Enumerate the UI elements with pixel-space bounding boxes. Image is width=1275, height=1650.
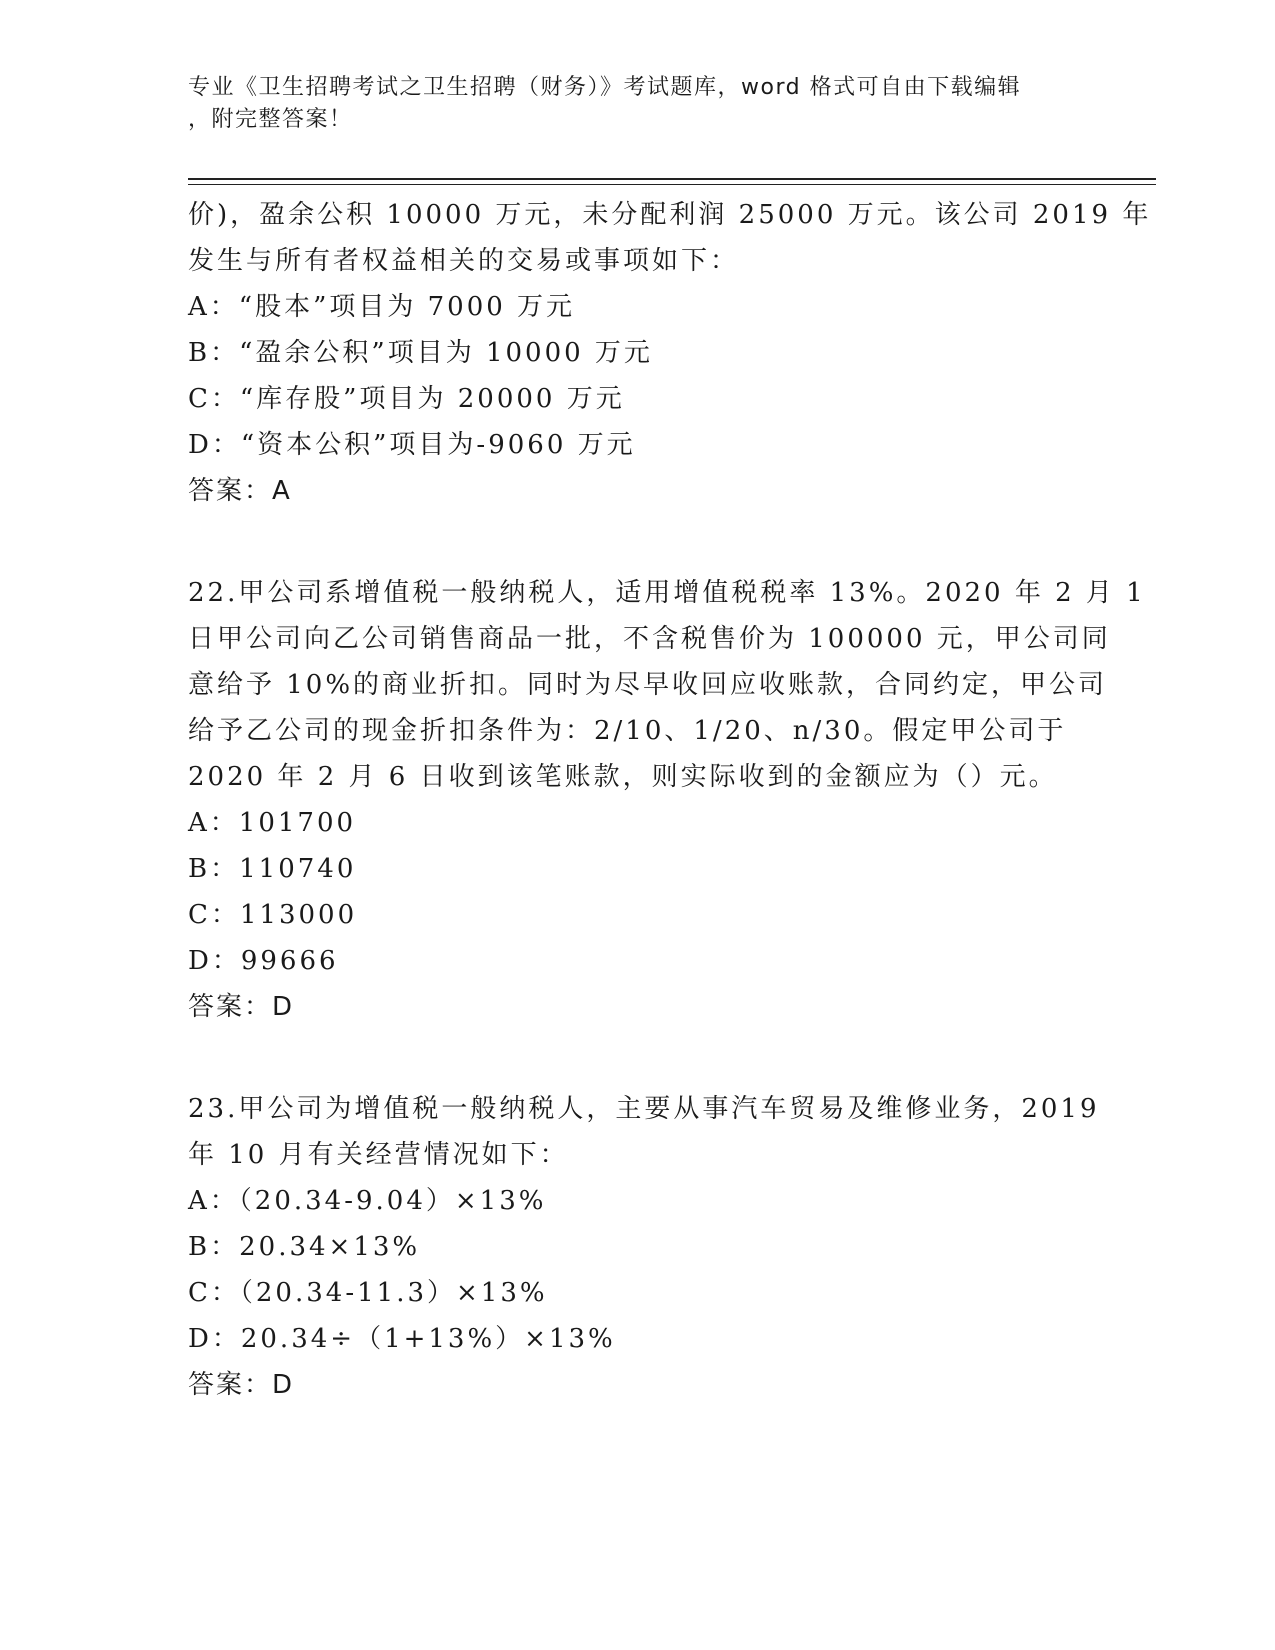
answer-line: 答案：A <box>188 476 292 506</box>
question-stem-line: 发生与所有者权益相关的交易或事项如下： <box>188 246 740 276</box>
option-d: D：20.34÷（1+13%）×13% <box>188 1324 616 1354</box>
question-stem-line: 年 10 月有关经营情况如下： <box>188 1140 569 1170</box>
option-c: C：（20.34-11.3）×13% <box>188 1278 548 1308</box>
answer-line: 答案：D <box>188 992 295 1022</box>
question-content <box>188 192 1152 1408</box>
option-b: B：“盈余公积”项目为 10000 万元 <box>188 338 653 368</box>
question-stem-line: 日甲公司向乙公司销售商品一批，不含税售价为 100000 元，甲公司同 <box>188 624 1111 654</box>
option-b: B：110740 <box>188 854 357 884</box>
question-stem-line: 2020 年 2 月 6 日收到该笔账款，则实际收到的金额应为（）元。 <box>188 762 1058 792</box>
option-c: C：113000 <box>188 900 358 930</box>
header-line-1: 专业《卫生招聘考试之卫生招聘（财务）》考试题库，word 格式可自由下载编辑 <box>188 75 1022 100</box>
option-d: D：“资本公积”项目为-9060 万元 <box>188 430 636 460</box>
option-a: A：“股本”项目为 7000 万元 <box>188 292 576 322</box>
question-stem-line: 意给予 10%的商业折扣。同时为尽早收回应收账款，合同约定，甲公司 <box>188 670 1108 700</box>
question-22 <box>188 570 1146 1030</box>
question-stem-line: 给予乙公司的现金折扣条件为：2/10、1/20、n/30。假定甲公司于 <box>188 716 1067 746</box>
page-header <box>188 72 1088 136</box>
answer-line: 答案：D <box>188 1370 295 1400</box>
question-stem-line: 23.甲公司为增值税一般纳税人，主要从事汽车贸易及维修业务，2019 <box>188 1094 1100 1124</box>
header-rule-thin <box>188 184 1156 185</box>
question-23 <box>188 1086 1100 1408</box>
option-d: D：99666 <box>188 946 339 976</box>
header-rule-thick <box>188 178 1156 180</box>
question-stem-line: 22.甲公司系增值税一般纳税人，适用增值税税率 13%。2020 年 2 月 1 <box>188 578 1146 608</box>
option-c: C：“库存股”项目为 20000 万元 <box>188 384 625 414</box>
question-stem-line: 价)，盈余公积 10000 万元，未分配利润 25000 万元。该公司 2019 年 <box>188 200 1152 230</box>
question-21 <box>188 192 1152 514</box>
option-a: A：（20.34-9.04）×13% <box>188 1186 547 1216</box>
option-b: B：20.34×13% <box>188 1232 421 1262</box>
option-a: A：101700 <box>188 808 357 838</box>
header-line-2: ，附完整答案！ <box>188 107 353 132</box>
